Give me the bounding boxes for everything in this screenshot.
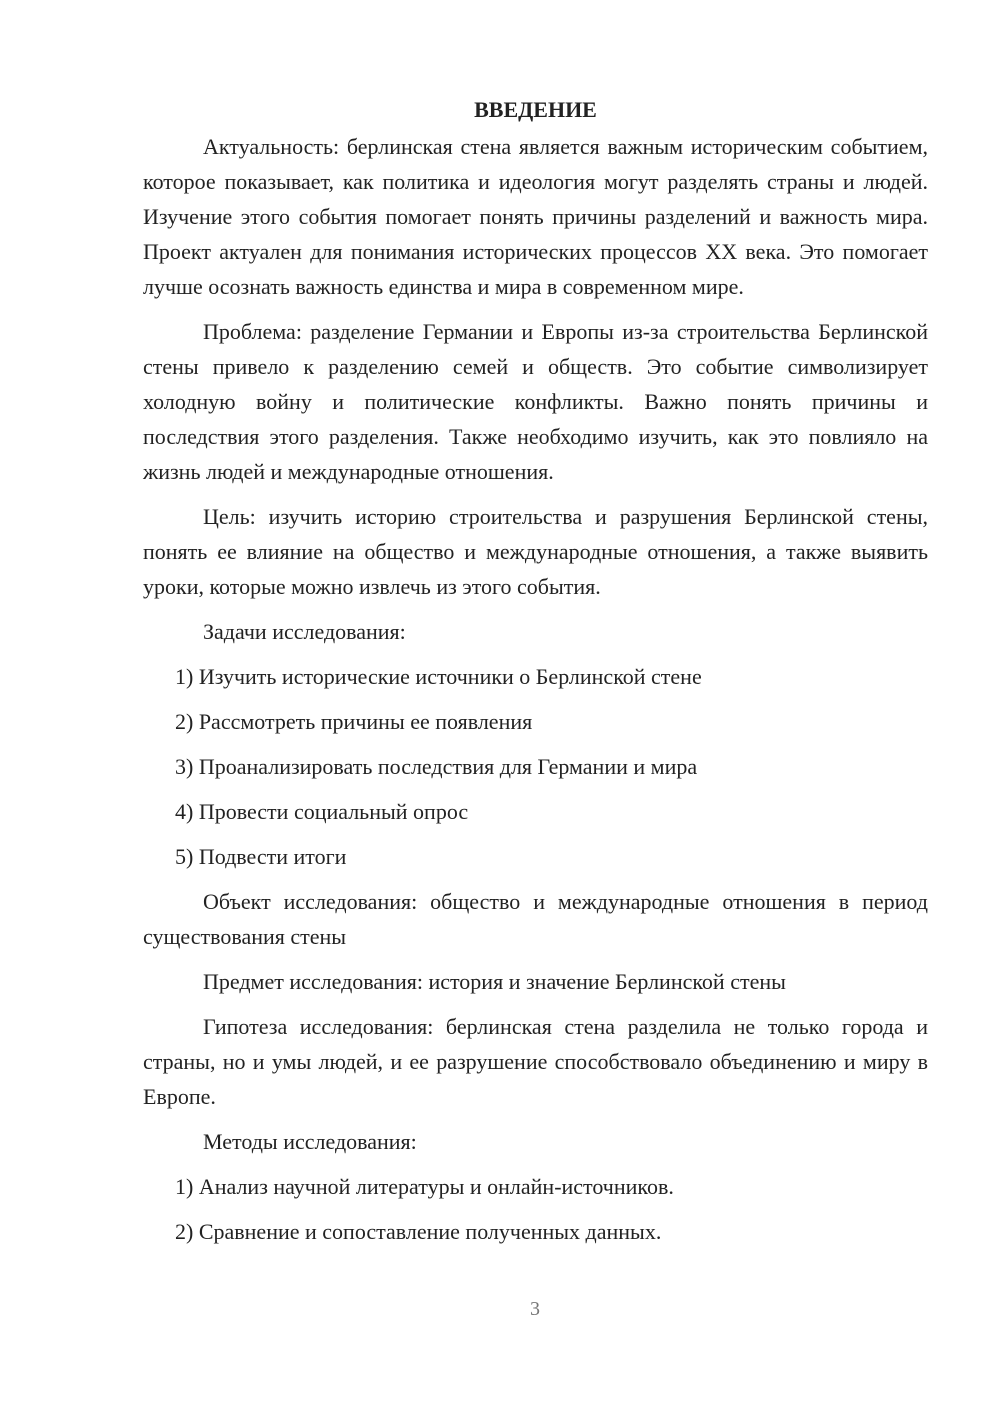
hypothesis-paragraph: Гипотеза исследования: берлинская стена разделила не только города и страны, но и умы людей, и ее разрушение способствовало объединению и миру в Европе. bbox=[143, 1014, 928, 1109]
object-paragraph: Объект исследования: общество и международные отношения в период существования стены bbox=[143, 889, 928, 949]
list-item: 3) Проанализировать последствия для Германии и мира bbox=[175, 754, 698, 779]
list-item: 4) Провести социальный опрос bbox=[175, 799, 469, 824]
methods-list bbox=[143, 1169, 928, 1249]
tasks-heading: Задачи исследования: bbox=[203, 619, 406, 644]
list-item: 5) Подвести итоги bbox=[175, 844, 347, 869]
page-title: ВВЕДЕНИЕ bbox=[474, 97, 597, 122]
tasks-list bbox=[143, 659, 928, 874]
relevance-paragraph: Актуальность: берлинская стена является важным историческим событием, которое показывает, как политика и идеология могут разделять страны и людей. Изучение этого события помогает понять причины разделений и важность мира. Проект актуален для понимания исторических процессов XX века. Это помогает лучше осознать важность единства и мира в современном мире. bbox=[143, 134, 928, 299]
list-item: 2) Рассмотреть причины ее появления bbox=[175, 709, 533, 734]
list-item: 2) Сравнение и сопоставление полученных данных. bbox=[175, 1219, 662, 1244]
list-item: 1) Анализ научной литературы и онлайн-источников. bbox=[175, 1174, 674, 1199]
subject-line: Предмет исследования: история и значение Берлинской стены bbox=[203, 969, 786, 994]
list-item: 1) Изучить исторические источники о Берлинской стене bbox=[175, 664, 702, 689]
page-content bbox=[143, 92, 928, 1259]
methods-heading: Методы исследования: bbox=[203, 1129, 417, 1154]
page-number: 3 bbox=[530, 1298, 540, 1320]
problem-paragraph: Проблема: разделение Германии и Европы из-за строительства Берлинской стены привело к разделению семей и обществ. Это событие символизирует холодную войну и политические конфликты. Важно понять причины и последствия этого разделения. Также необходимо изучить, как это повлияло на жизнь людей и международные отношения. bbox=[143, 319, 928, 484]
goal-paragraph: Цель: изучить историю строительства и разрушения Берлинской стены, понять ее влияние на общество и международные отношения, а также выявить уроки, которые можно извлечь из этого события. bbox=[143, 504, 928, 599]
